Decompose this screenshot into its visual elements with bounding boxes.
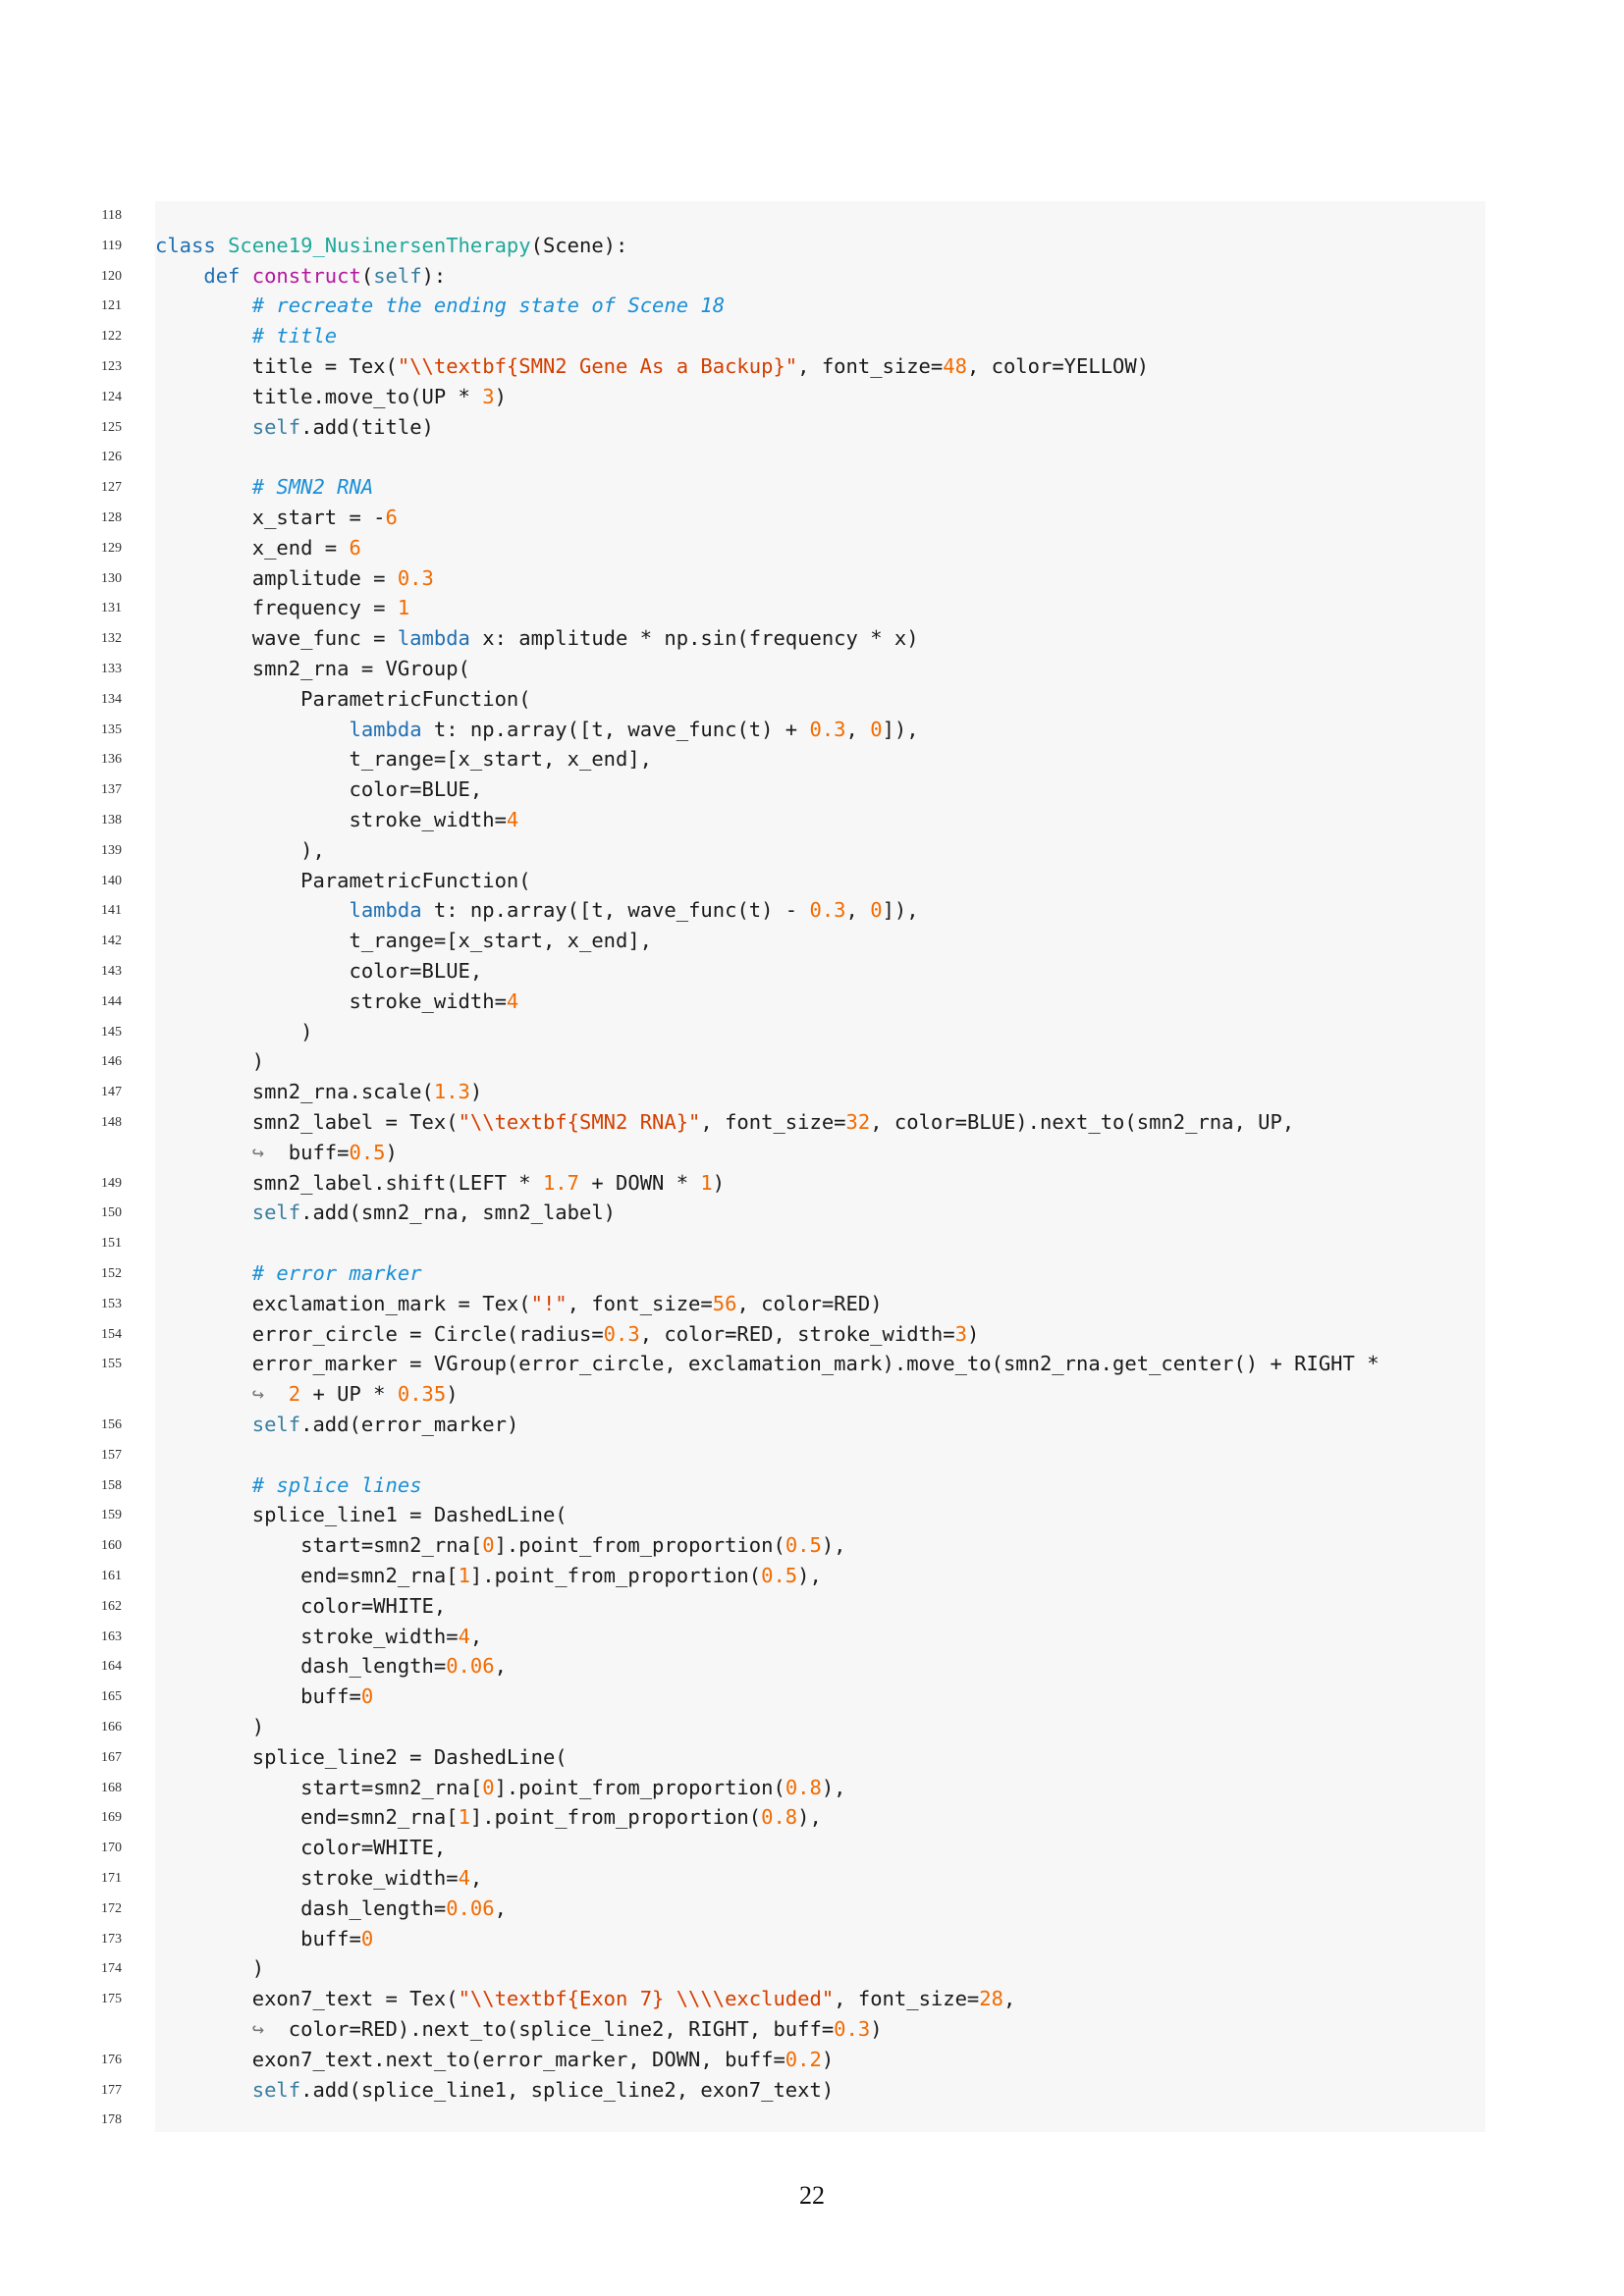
line-number: 173 [101,1931,122,1947]
code-text: ParametricFunction( [155,868,531,892]
code-text: stroke_width=4, [155,1866,483,1890]
code-text: color=BLUE, [155,777,483,802]
code-text: wave_func = lambda x: amplitude * np.sin(frequency * x) [155,626,919,651]
code-text: color=WHITE, [155,1836,447,1860]
code-text: smn2_rna = VGroup( [155,657,470,680]
code-line [0,593,1486,623]
code-line [0,1410,1486,1440]
code-text: start=smn2_rna[0].point_from_proportion(0.8), [155,1775,846,1799]
code-line [0,623,1486,654]
line-number: 166 [101,1720,122,1735]
line-number: 121 [101,298,122,314]
line-number: 124 [101,389,122,404]
code-line [0,2075,1486,2106]
line-number: 153 [101,1296,122,1311]
code-line [0,1651,1486,1682]
code-text: ↪ buff=0.5) [251,1140,398,1164]
code-line [0,1984,1486,2014]
code-line [0,1258,1486,1289]
code-text: exclamation_mark = Tex("!", font_size=56, color=RED) [155,1291,883,1315]
line-number: 130 [101,570,122,586]
line-number: 118 [101,208,122,223]
line-number: 171 [101,1871,122,1886]
code-line [0,231,1486,261]
line-number: 158 [101,1477,122,1493]
line-number: 176 [101,2052,122,2067]
code-text: # recreate the ending state of Scene 18 [251,294,726,318]
line-number: 168 [101,1780,122,1795]
line-number: 145 [101,1024,122,1040]
line-number: 141 [101,903,122,919]
line-number: 137 [101,782,122,798]
code-text: frequency = 1 [155,596,410,620]
line-number: 167 [101,1749,122,1765]
line-number: 156 [101,1417,122,1432]
code-text: error_circle = Circle(radius=0.3, color=RED, stroke_width=3) [155,1321,980,1346]
code-text: # error marker [251,1261,422,1285]
code-line [0,1500,1486,1530]
line-number: 178 [101,2112,122,2128]
line-number: 157 [101,1447,122,1463]
code-line [0,2014,1486,2045]
code-line [0,1863,1486,1894]
code-line [0,412,1486,443]
code-line [0,1379,1486,1410]
line-number: 136 [101,752,122,768]
code-text: # splice lines [251,1472,422,1497]
line-number: 129 [101,540,122,556]
code-text: exon7_text = Tex("\\textbf{Exon 7} \\\\excluded", font_size=28, [155,1987,1016,2011]
code-line [0,2105,1486,2135]
line-number: 149 [101,1175,122,1191]
code-text: error_marker = VGroup(error_circle, exclamation_mark).move_to(smn2_rna.get_center() + RIGHT * [155,1352,1380,1376]
line-number: 162 [101,1598,122,1614]
code-line [0,321,1486,351]
line-number: 140 [101,873,122,888]
code-text: buff=0 [155,1684,374,1709]
code-line [0,563,1486,594]
line-number: 142 [101,934,122,949]
code-text: lambda t: np.array([t, wave_func(t) - 0.3, 0]), [349,898,919,923]
code-text: ), [155,837,325,862]
code-line [0,1077,1486,1107]
line-number: 120 [101,268,122,284]
code-text: splice_line2 = DashedLine( [155,1744,568,1769]
code-text: self.add(splice_line1, splice_line2, exon7_text) [251,2077,835,2102]
code-line [0,442,1486,472]
code-line [0,533,1486,563]
code-text: exon7_text.next_to(error_marker, DOWN, buff=0.2) [155,2047,835,2071]
line-number: 122 [101,329,122,345]
line-number: 135 [101,721,122,737]
code-line [0,835,1486,866]
code-line [0,1773,1486,1803]
code-line [0,1622,1486,1652]
code-line [0,503,1486,533]
line-number: 134 [101,691,122,707]
code-line [0,291,1486,321]
code-line [0,1682,1486,1712]
code-line [0,261,1486,292]
code-line [0,382,1486,412]
code-line [0,1924,1486,1954]
code-text: amplitude = 0.3 [155,565,434,590]
code-line [0,1046,1486,1077]
line-number: 163 [101,1629,122,1644]
line-number: 131 [101,601,122,616]
line-number: 170 [101,1841,122,1856]
code-text: buff=0 [155,1926,374,1950]
code-text: dash_length=0.06, [155,1896,507,1920]
code-line [0,684,1486,715]
code-text: ↪ color=RED).next_to(splice_line2, RIGHT, buff=0.3) [251,2017,883,2041]
code-line [0,1289,1486,1319]
line-number: 160 [101,1538,122,1554]
code-line [0,351,1486,382]
code-text: ) [155,1019,313,1043]
line-number: 126 [101,450,122,465]
code-line [0,1017,1486,1047]
line-number: 125 [101,419,122,435]
code-line [0,715,1486,745]
code-listing [101,201,1486,2132]
line-number: 148 [101,1115,122,1130]
code-line [0,1953,1486,1984]
code-line [0,1742,1486,1773]
code-line [0,895,1486,926]
line-number: 155 [101,1357,122,1372]
code-text: x_start = -6 [155,506,398,529]
code-text: smn2_rna.scale(1.3) [155,1080,483,1104]
line-number: 146 [101,1054,122,1070]
code-line [0,1712,1486,1742]
code-line [0,1440,1486,1470]
line-number: 172 [101,1900,122,1916]
code-text: start=smn2_rna[0].point_from_proportion(0.5), [155,1533,846,1558]
code-line [0,472,1486,503]
code-line [0,1168,1486,1199]
line-number: 154 [101,1326,122,1342]
code-text: ParametricFunction( [155,686,531,711]
line-number: 119 [101,238,122,253]
code-line [0,1591,1486,1622]
code-line [0,805,1486,835]
code-line [0,987,1486,1017]
line-number: 127 [101,480,122,496]
code-text: self.add(title) [251,414,434,439]
line-number: 161 [101,1569,122,1583]
code-text: stroke_width=4 [155,988,519,1013]
code-text: smn2_label.shift(LEFT * 1.7 + DOWN * 1) [155,1170,726,1195]
code-text: color=BLUE, [155,959,483,983]
line-number: 128 [101,510,122,525]
code-text: color=WHITE, [155,1593,447,1618]
line-number: 132 [101,631,122,647]
code-line [0,654,1486,684]
code-text: end=smn2_rna[1].point_from_proportion(0.5), [155,1564,822,1587]
line-number: 174 [101,1961,122,1977]
line-number: 175 [101,1992,122,2007]
code-line [0,1228,1486,1258]
code-line [0,1894,1486,1924]
line-number: 138 [101,813,122,828]
code-text: self.add(error_marker) [251,1413,519,1436]
code-text: def construct(self): [203,263,447,288]
code-text: x_end = 6 [155,535,361,560]
code-text: smn2_label = Tex("\\textbf{SMN2 RNA}", font_size=32, color=BLUE).next_to(smn2_rna, UP, [155,1110,1295,1134]
code-line [0,1833,1486,1863]
code-text: lambda t: np.array([t, wave_func(t) + 0.3, 0]), [349,717,919,741]
code-line [0,926,1486,956]
code-line [0,774,1486,805]
code-text: ) [155,1715,265,1738]
code-text: title = Tex("\\textbf{SMN2 Gene As a Backup}", font_size=48, color=YELLOW) [155,354,1150,378]
line-number: 144 [101,993,122,1009]
code-line [0,1107,1486,1138]
line-number: 133 [101,662,122,676]
code-text: ) [155,1956,265,1981]
code-line [0,1349,1486,1379]
code-line [0,866,1486,896]
code-text: splice_line1 = DashedLine( [155,1503,568,1527]
line-number: 151 [101,1236,122,1252]
code-text: stroke_width=4, [155,1624,483,1648]
code-line [0,1470,1486,1501]
page-number: 22 [799,2181,825,2210]
code-text: dash_length=0.06, [155,1654,507,1679]
line-number: 152 [101,1266,122,1281]
code-line [0,956,1486,987]
code-text: stroke_width=4 [155,808,519,831]
code-line [0,2045,1486,2075]
code-text: # title [251,324,338,348]
code-line [0,744,1486,774]
line-number: 147 [101,1085,122,1100]
code-text: self.add(smn2_rna, smn2_label) [251,1201,617,1225]
line-number: 123 [101,359,122,374]
code-line [0,200,1486,231]
code-line [0,1198,1486,1228]
code-line [0,1319,1486,1350]
code-line [0,1802,1486,1833]
line-number: 139 [101,842,122,858]
code-text: title.move_to(UP * 3) [155,384,507,408]
code-line [0,1561,1486,1591]
code-text: ↪ 2 + UP * 0.35) [251,1382,459,1407]
line-number: 177 [101,2082,122,2098]
code-text: # SMN2 RNA [251,475,374,500]
line-number: 143 [101,964,122,979]
code-text: class Scene19_NusinersenTherapy(Scene): [155,233,628,257]
code-text: t_range=[x_start, x_end], [155,929,653,953]
code-line [0,1138,1486,1168]
code-text: ) [155,1049,265,1074]
line-number: 150 [101,1205,122,1221]
line-number: 165 [101,1689,122,1705]
line-number: 159 [101,1508,122,1523]
code-text: t_range=[x_start, x_end], [155,747,653,772]
line-number: 169 [101,1810,122,1826]
line-number: 164 [101,1659,122,1675]
code-text: end=smn2_rna[1].point_from_proportion(0.8), [155,1805,822,1830]
code-line [0,1530,1486,1561]
